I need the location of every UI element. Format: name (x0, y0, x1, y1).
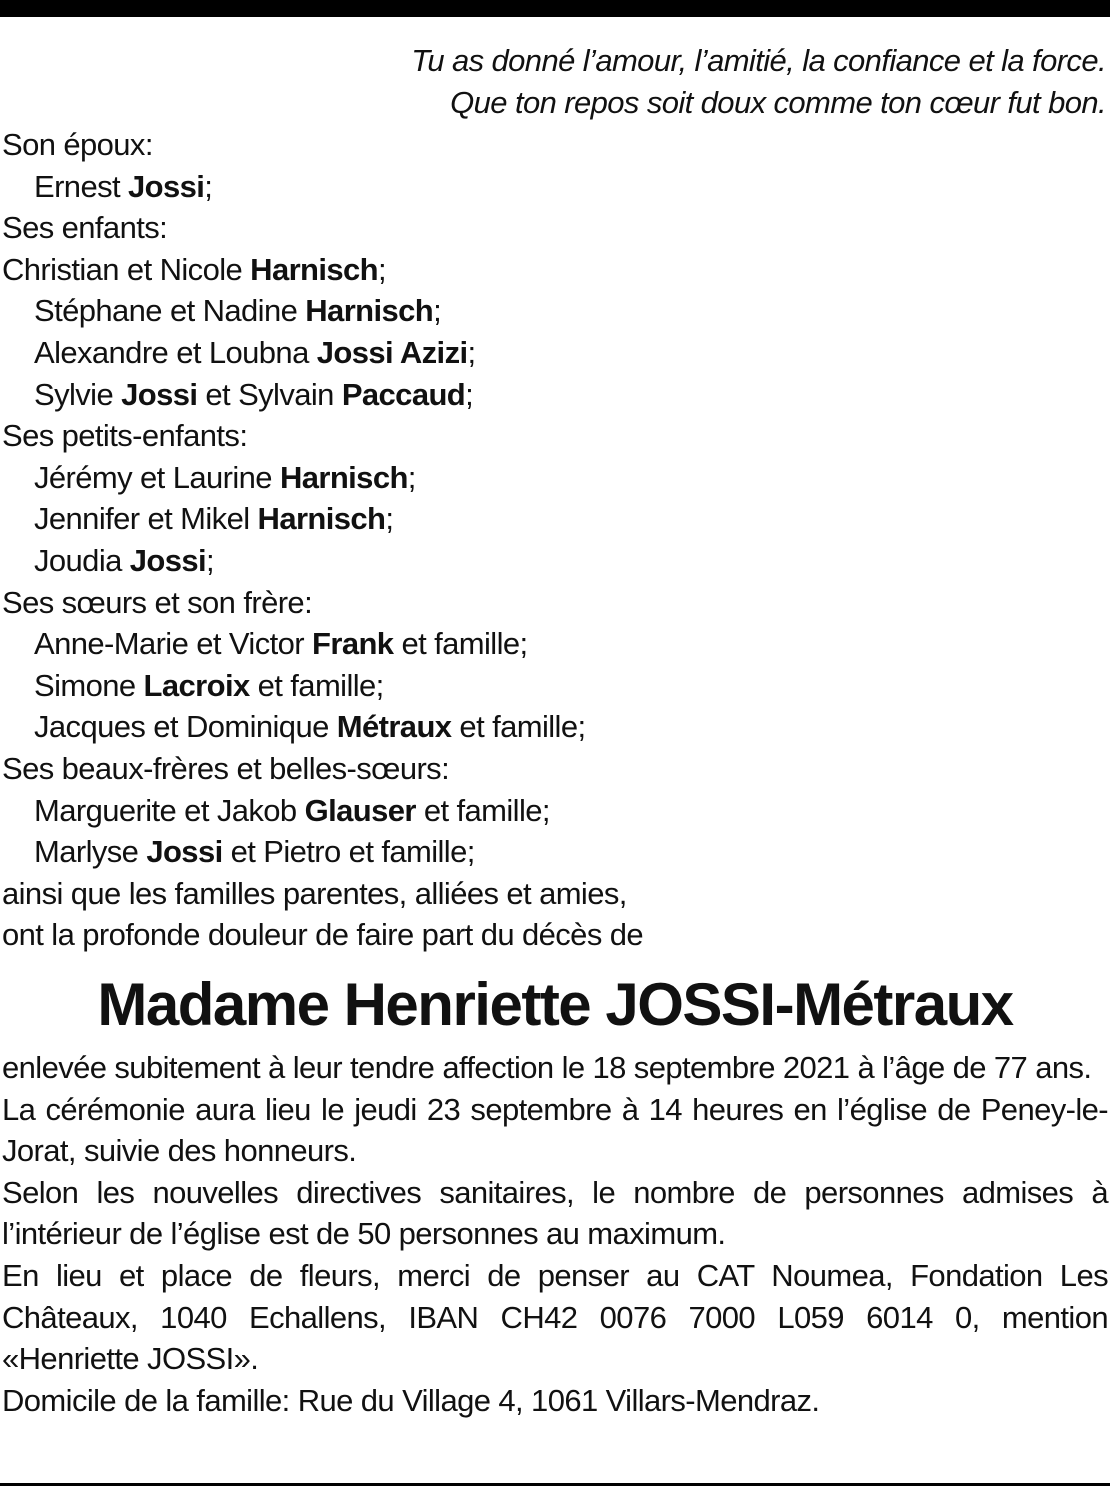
relative-line (2, 665, 1106, 707)
text-fragment: ; (378, 251, 387, 287)
top-border-rule (0, 0, 1110, 17)
text-fragment: Alexandre et Loubna (34, 334, 317, 370)
text-fragment: Joudia (34, 542, 130, 578)
surname: Jossi (146, 834, 223, 870)
family-list (2, 124, 1106, 956)
text-fragment: Jacques et Dominique (34, 709, 337, 745)
epigraph-line-2: Que ton repos soit doux comme ton cœur fut bon. (450, 85, 1106, 120)
text-fragment: et Pietro et famille; (222, 834, 475, 870)
relative-line (2, 498, 1106, 540)
surname: Harnisch (257, 501, 386, 537)
announcement-paragraph: Domicile de la famille: Rue du Village 4, 1061 Villars-Mendraz. (2, 1382, 820, 1418)
text-fragment: et famille; (249, 667, 384, 703)
surname: Jossi (121, 376, 198, 412)
relative-line (2, 290, 1106, 332)
text-fragment: Ses enfants: (2, 210, 168, 246)
text-fragment: Marguerite et Jakob (34, 792, 305, 828)
relative-line (2, 623, 1106, 665)
announcement-paragraph: En lieu et place de fleurs, merci de penser au CAT Noumea, Fondation Les Châteaux, 1040 Echallens, IBAN CH42 0076 7000 L059 6014 0, mention «Henriette JOSSI». (2, 1257, 1108, 1377)
relation-heading (2, 207, 1106, 249)
text-fragment: et famille; (451, 709, 586, 745)
surname: Harnisch (279, 459, 408, 495)
text-fragment: ; (206, 542, 215, 578)
text-fragment: ont la profonde douleur de faire part du décès de (2, 917, 644, 953)
relation-heading (2, 914, 1106, 956)
relative-line (2, 790, 1106, 832)
announcement-body (2, 1047, 1108, 1421)
relative-line (2, 831, 1106, 873)
text-fragment: Ses petits-enfants: (2, 418, 248, 454)
relation-heading (2, 415, 1106, 457)
announcement-paragraph: Selon les nouvelles directives sanitaires, le nombre de personnes admises à l’intérieur de l’église est de 50 personnes au maximum. (2, 1174, 1108, 1252)
text-fragment: Ernest (34, 168, 129, 204)
text-fragment: Stéphane et Nadine (34, 293, 306, 329)
surname: Métraux (336, 709, 452, 745)
surname: Glauser (304, 792, 416, 828)
text-fragment: Marlyse (34, 834, 147, 870)
relative-line (2, 540, 1106, 582)
text-fragment: Jennifer et Mikel (34, 501, 258, 537)
text-fragment: Anne-Marie et Victor (34, 626, 313, 662)
text-fragment: ; (433, 293, 442, 329)
bottom-border-rule (0, 1483, 1110, 1486)
text-fragment: Ses beaux-frères et belles-sœurs: (2, 750, 450, 786)
text-fragment: et famille; (393, 626, 528, 662)
text-fragment: et famille; (415, 792, 550, 828)
surname: Jossi Azizi (316, 334, 468, 370)
surname: Lacroix (143, 667, 250, 703)
epigraph-line-1: Tu as donné l’amour, l’amitié, la confiance et la force. (411, 43, 1106, 78)
relation-heading (2, 249, 1106, 291)
relation-heading (2, 124, 1106, 166)
text-fragment: ; (407, 459, 416, 495)
text-fragment: ; (467, 334, 476, 370)
text-fragment: Christian et Nicole (2, 251, 251, 287)
text-fragment: ; (385, 501, 394, 537)
text-fragment: ; (204, 168, 213, 204)
deceased-name: Madame Henriette JOSSI-Métraux (97, 971, 1013, 1038)
surname: Paccaud (341, 376, 466, 412)
relative-line (2, 332, 1106, 374)
relative-line (2, 457, 1106, 499)
relation-heading (2, 582, 1106, 624)
relative-line (2, 706, 1106, 748)
surname: Jossi (129, 542, 207, 578)
announcement-paragraph: La cérémonie aura lieu le jeudi 23 septembre à 14 heures en l’église de Peney-le-Jorat, suivie des honneurs. (2, 1091, 1108, 1169)
text-fragment: Simone (34, 667, 144, 703)
text-fragment: Sylvie (34, 376, 122, 412)
surname: Frank (312, 626, 394, 662)
text-fragment: ; (465, 376, 474, 412)
announcement-paragraph: enlevée subitement à leur tendre affection le 18 septembre 2021 à l’âge de 77 ans. (2, 1050, 1092, 1085)
text-fragment: Jérémy et Laurine (34, 459, 280, 495)
relative-line (2, 166, 1106, 208)
surname: Harnisch (305, 293, 434, 329)
relation-heading (2, 873, 1106, 915)
surname: Harnisch (250, 251, 379, 287)
epigraph (0, 40, 1106, 124)
relative-line (2, 374, 1106, 416)
relation-heading (2, 748, 1106, 790)
text-fragment: Ses sœurs et son frère: (2, 584, 313, 620)
text-fragment: Son époux: (2, 127, 153, 162)
text-fragment: ainsi que les familles parentes, alliées et amies, (2, 875, 627, 911)
surname: Jossi (128, 168, 205, 204)
text-fragment: et Sylvain (197, 376, 342, 412)
